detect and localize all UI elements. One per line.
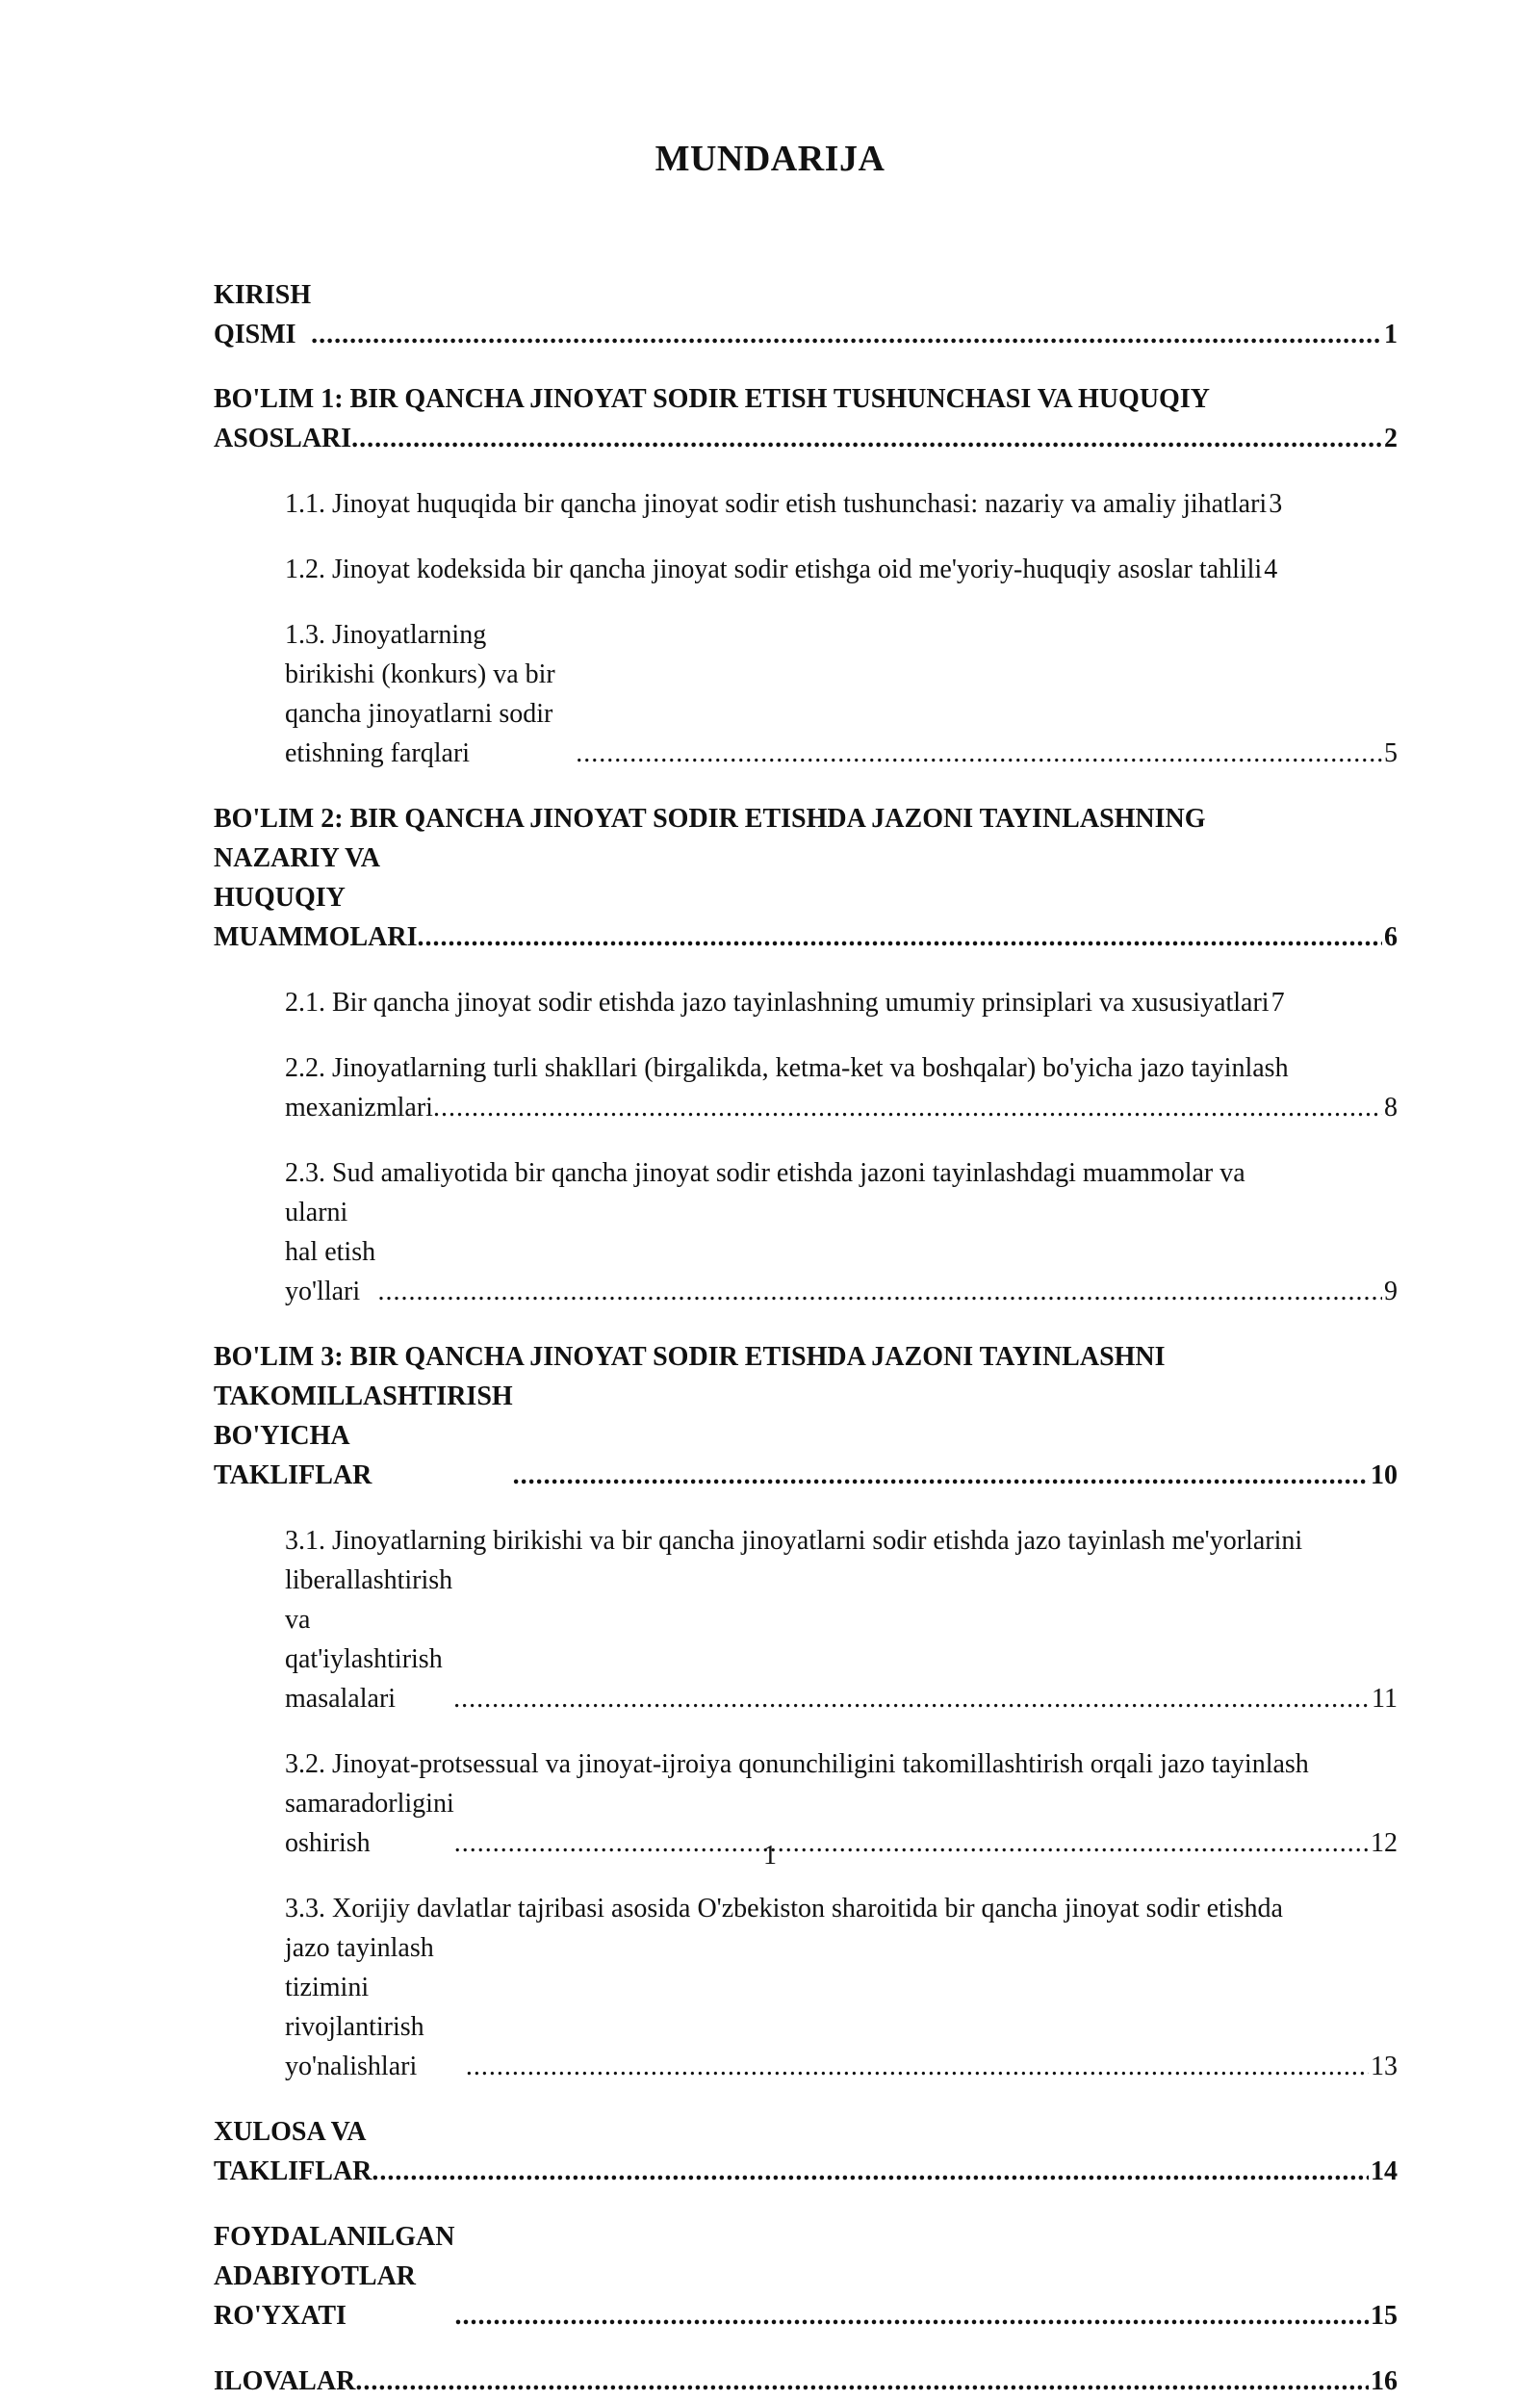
- toc-entry-1-2: [214, 550, 1398, 589]
- toc-entry-title: BO'LIM 3: BIR QANCHA JINOYAT SODIR ETISHDA JAZONI TAYINLASHNI: [214, 1342, 1166, 1372]
- dot-leader: [351, 419, 1382, 458]
- toc-entry-page: 13: [1371, 2052, 1398, 2081]
- toc-entry-page: 10: [1371, 1460, 1398, 1490]
- dot-leader: [372, 2152, 1369, 2191]
- toc-entry-bolim-1: [214, 379, 1398, 458]
- toc-entry-bolim-3: [214, 1337, 1398, 1495]
- toc-entry-page: 5: [1384, 738, 1398, 768]
- page-number: 1: [763, 1841, 777, 1871]
- toc-entry-page: 6: [1384, 922, 1398, 952]
- toc-entry-2-2: [214, 1048, 1398, 1127]
- dot-leader: [466, 2047, 1369, 2086]
- toc-entry-page: 15: [1371, 2301, 1398, 2331]
- toc-entry-title: 3.3. Xorijiy davlatlar tajribasi asosida O'zbekiston sharoitida bir qancha jinoyat sodir etishda: [285, 1894, 1283, 1923]
- toc-entry-title: ILOVALAR: [214, 2366, 356, 2396]
- dot-leader: [418, 917, 1382, 957]
- toc-entry-title: KIRISH QISMI: [214, 280, 312, 349]
- toc-entry-kirish: [214, 275, 1398, 354]
- toc-entry-page: 8: [1384, 1093, 1398, 1123]
- toc-entry-3-3: [214, 1889, 1398, 2086]
- dot-leader: [311, 315, 1382, 354]
- toc-entry-title: 2.1. Bir qancha jinoyat sodir etishda jazo tayinlashning umumiy prinsiplari va xususiyatlari: [285, 988, 1270, 1018]
- toc-entry-title: BO'LIM 1: BIR QANCHA JINOYAT SODIR ETISH TUSHUNCHASI VA HUQUQIY: [214, 384, 1210, 414]
- table-of-contents: [214, 275, 1398, 2401]
- toc-entry-title: 3.2. Jinoyat-protsessual va jinoyat-ijroiya qonunchiligini takomillashtirish orqali jazo tayinlash: [285, 1749, 1309, 1779]
- dot-leader: [433, 1088, 1382, 1127]
- toc-entry-title: 3.1. Jinoyatlarning birikishi va bir qancha jinoyatlarni sodir etishda jazo tayinlash me'yorlarini: [285, 1526, 1303, 1556]
- toc-entry-1-3: [214, 615, 1398, 773]
- dot-leader: [355, 2362, 1369, 2401]
- toc-entry-title: 1.1. Jinoyat huquqida bir qancha jinoyat sodir etish tushunchasi: nazariy va amaliy jihatlari: [285, 489, 1268, 519]
- toc-entry-title-cont: liberallashtirish va qat'iylashtirish masalalari: [285, 1565, 453, 1714]
- toc-entry-2-1: [214, 983, 1398, 1022]
- dot-leader: [513, 1456, 1369, 1495]
- toc-entry-1-1: [214, 484, 1398, 524]
- dot-leader: [576, 734, 1382, 773]
- toc-entry-page: 7: [1270, 988, 1285, 1018]
- toc-entry-title: 1.2. Jinoyat kodeksida bir qancha jinoyat sodir etishga oid me'yoriy-huquqiy asoslar tahlili: [285, 555, 1263, 584]
- toc-entry-title-cont: NAZARIY VA HUQUQIY MUAMMOLARI: [214, 843, 418, 952]
- toc-entry-title: BO'LIM 2: BIR QANCHA JINOYAT SODIR ETISHDA JAZONI TAYINLASHNING: [214, 804, 1206, 834]
- toc-entry-2-3: [214, 1153, 1398, 1311]
- toc-entry-page: 16: [1371, 2366, 1398, 2396]
- toc-entry-title: 1.3. Jinoyatlarning birikishi (konkurs) va bir qancha jinoyatlarni sodir etishning farqlari: [285, 620, 555, 768]
- toc-entry-bolim-2: [214, 799, 1398, 957]
- toc-entry-title-cont: ASOSLARI: [214, 424, 352, 453]
- toc-entry-page: 9: [1384, 1277, 1398, 1306]
- page-title: MUNDARIJA: [654, 139, 886, 179]
- toc-entry-page: 12: [1371, 1828, 1398, 1858]
- toc-entry-title-cont: TAKOMILLASHTIRISH BO'YICHA TAKLIFLAR: [214, 1381, 513, 1490]
- toc-entry-xulosa: [214, 2112, 1398, 2191]
- toc-entry-title: 2.3. Sud amaliyotida bir qancha jinoyat sodir etishda jazoni tayinlashdagi muammolar va: [285, 1158, 1245, 1188]
- toc-entry-title-cont: mexanizmlari: [285, 1093, 433, 1123]
- toc-entry-title: 2.2. Jinoyatlarning turli shakllari (birgalikda, ketma-ket va boshqalar) bo'yicha jazo tayinlash: [285, 1053, 1289, 1083]
- toc-entry-adabiyotlar: [214, 2217, 1398, 2336]
- toc-entry-page: 14: [1371, 2156, 1398, 2186]
- dot-leader: [453, 1679, 1370, 1718]
- toc-entry-title: FOYDALANILGAN ADABIYOTLAR RO'YXATI: [214, 2222, 455, 2331]
- toc-entry-3-1: [214, 1521, 1398, 1718]
- dot-leader: [454, 2296, 1369, 2336]
- toc-entry-page: 1: [1384, 320, 1398, 349]
- toc-entry-ilovalar: [214, 2362, 1398, 2401]
- toc-entry-title-cont: jazo tayinlash tizimini rivojlantirish yo'nalishlari: [285, 1933, 434, 2081]
- toc-entry-page: 3: [1269, 489, 1283, 519]
- dot-leader: [378, 1272, 1383, 1311]
- toc-entry-title-cont: ularni hal etish yo'llari: [285, 1198, 376, 1306]
- toc-entry-page: 4: [1264, 555, 1278, 584]
- toc-entry-page: 2: [1384, 424, 1398, 453]
- toc-entry-page: 11: [1372, 1684, 1398, 1714]
- toc-entry-title: XULOSA VA TAKLIFLAR: [214, 2117, 372, 2186]
- toc-entry-title-cont: samaradorligini oshirish: [285, 1789, 454, 1858]
